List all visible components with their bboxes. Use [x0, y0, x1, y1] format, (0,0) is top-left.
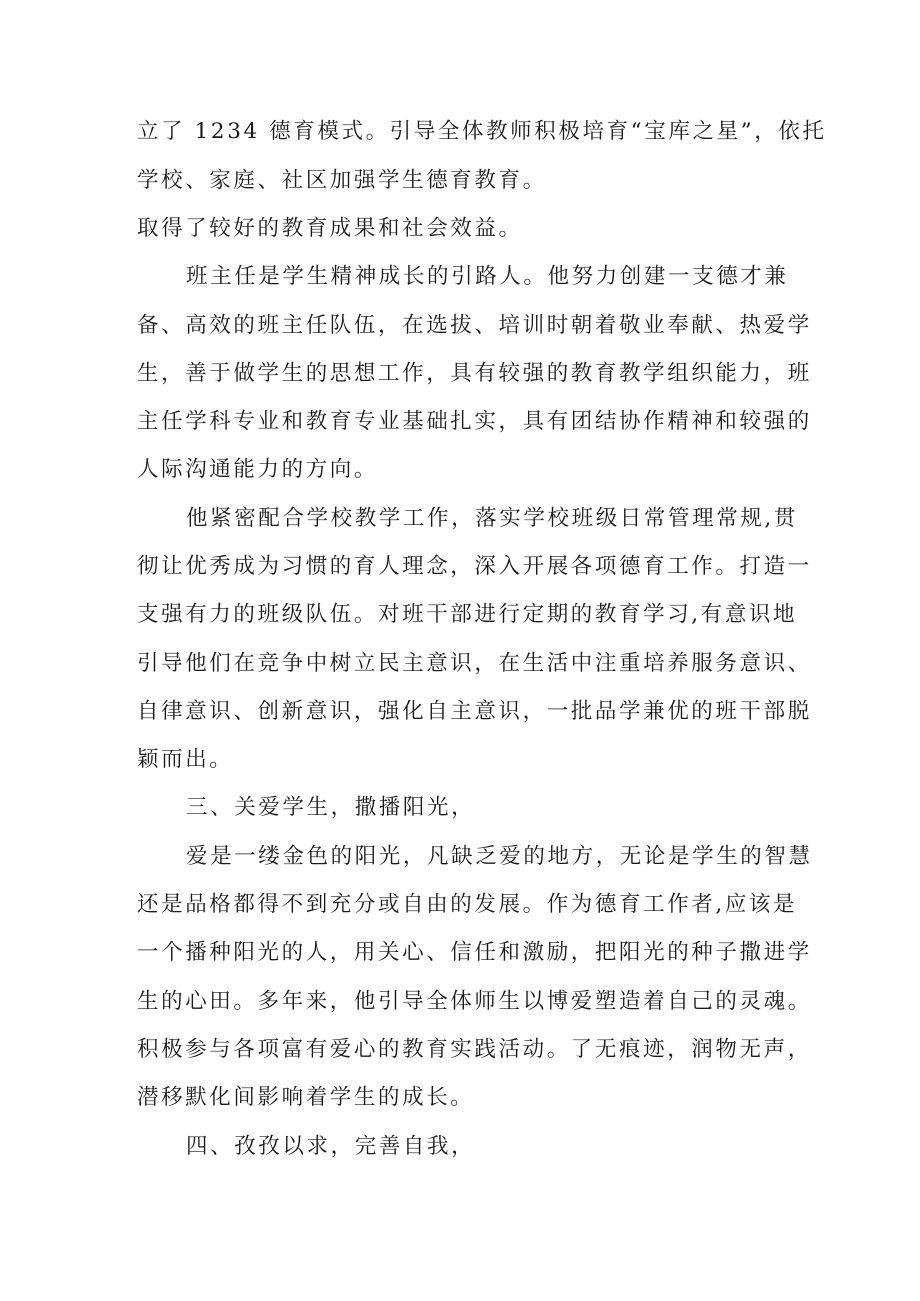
section-heading: 三、关爱学生，撒播阳光， — [186, 795, 476, 820]
text-line: 班主任是学生精神成长的引路人。他努力创建一支德才兼 — [186, 264, 789, 289]
text-line: 主任学科专业和教育专业基础扎实，具有团结协作精神和较强的 — [137, 409, 812, 434]
text-line: 潜移默化间影响着学生的成长。 — [137, 1085, 475, 1110]
text-line: 引导他们在竞争中树立民主意识，在生活中注重培养服务意识、 — [137, 651, 812, 676]
text-line: 学校、家庭、社区加强学生德育教育。 — [137, 168, 547, 193]
text-line: 一个播种阳光的人，用关心、信任和激励，把阳光的种子撒进学 — [137, 940, 812, 965]
text-line: 生的心田。多年来，他引导全体师生以博爱塑造着自己的灵魂。 — [137, 989, 812, 1014]
text-line: 颖而出。 — [137, 747, 234, 772]
text-line: 他紧密配合学校教学工作，落实学校班级日常管理常规,贯 — [186, 506, 798, 531]
text-line: 自律意识、创新意识，强化自主意识，一批品学兼优的班干部脱 — [137, 699, 812, 724]
text-line: 爱是一缕金色的阳光，凡缺乏爱的地方，无论是学生的智慧 — [186, 844, 813, 869]
text-line: 彻让优秀成为习惯的育人理念，深入开展各项德育工作。打造一 — [137, 554, 812, 579]
text-line: 取得了较好的教育成果和社会效益。 — [137, 216, 523, 241]
text-line: 备、高效的班主任队伍，在选拔、培训时朝着敬业奉献、热爱学 — [137, 313, 812, 338]
text-line: 立了 1234 德育模式。引导全体教师积极培育“宝库之星”，依托 — [137, 119, 827, 144]
text-line: 还是品格都得不到充分或自由的发展。作为德育工作者,应该是 — [137, 892, 798, 917]
section-heading: 四、孜孜以求，完善自我， — [186, 1134, 476, 1159]
text-line: 人际沟通能力的方向。 — [137, 457, 379, 482]
text-line: 生，善于做学生的思想工作，具有较强的教育教学组织能力，班 — [137, 361, 812, 386]
text-line: 支强有力的班级队伍。对班干部进行定期的教育学习,有意识地 — [137, 602, 798, 627]
text-line: 积极参与各项富有爱心的教育实践活动。了无痕迹，润物无声， — [137, 1037, 812, 1062]
